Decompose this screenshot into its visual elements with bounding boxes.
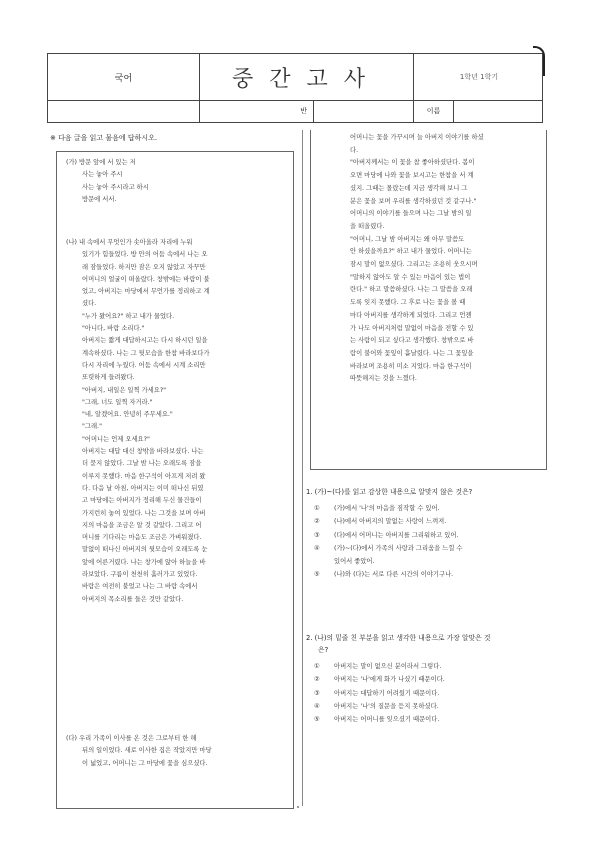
option-text: 아버지는 말이 없으신 분이라서 그렇다.: [334, 663, 442, 670]
answer-option[interactable]: [314, 555, 544, 568]
passage-line: 고 마당에는 아버지가 정리해 두신 물건들이: [82, 497, 202, 505]
column-divider: [302, 130, 303, 806]
passage-line: 앞에 어른거렸다. 나는 창가에 앉아 하늘을 바: [82, 558, 206, 566]
option-number: ⑤: [314, 716, 320, 724]
passage-line: 라보았다. 구름이 천천히 흘러가고 있었다.: [82, 571, 198, 579]
class-label: 반: [200, 100, 314, 122]
name-field[interactable]: [454, 100, 544, 122]
option-number: ①: [314, 663, 320, 670]
passage-line: 잠시 말이 없으셨다. 그리고는 조용히 웃으시며: [350, 261, 478, 269]
exam-header: [47, 53, 543, 123]
answer-option[interactable]: [314, 568, 544, 581]
passage-line: 마다 아버지를 생각하게 되었다. 그리고 언젠: [350, 311, 472, 319]
passage-line: 분은 꽃을 보며 우리를 생각하셨던 것 같구나.": [350, 197, 477, 205]
passage-line: "말하지 않아도 알 수 있는 마음이 있는 법이: [350, 273, 471, 281]
passage-line: 방문에 서서.: [82, 195, 117, 203]
passage-line: "그래.": [82, 423, 102, 431]
option-text: (가)~(다)에서 가족의 사랑과 그리움을 느낄 수: [334, 544, 463, 552]
option-text: (다)에서 어머니는 아버지를 그리워하고 있어.: [334, 531, 459, 539]
passage-line: (나) 내 속에서 무엇인가 솟아올라 자리에 누워: [66, 239, 193, 246]
passage-line: 셨지. 그때는 몰랐는데 지금 생각해 보니 그: [350, 184, 468, 192]
option-text: 있어서 좋았어.: [334, 558, 375, 566]
passage-na: [62, 237, 290, 606]
instruction-text: ※ 다음 글을 읽고 물음에 답하시오.: [50, 134, 158, 142]
answer-option[interactable]: [314, 660, 544, 673]
passage-line: 이루지 못했다. 마음 한구석이 아프게 저려 왔: [82, 472, 206, 480]
passage-line: 가지런히 놓여 있었다. 나는 그것을 보며 아버: [82, 509, 206, 517]
passage-line: 안 하셨을까요?" 하고 내가 물었다. 어머니는: [350, 248, 472, 256]
question-2-stem-cont: 은?: [318, 646, 329, 654]
answer-option[interactable]: [314, 673, 544, 686]
option-text: (가)에서 '나'의 마음을 짐작할 수 있어.: [334, 505, 440, 512]
page-dot: [297, 806, 299, 808]
page-title: 중간고사: [200, 54, 414, 100]
passage-line: 다.: [350, 146, 359, 154]
passage-line: 었고, 아버지는 마당에서 무언가를 정리하고 계: [82, 288, 210, 296]
blank-cell: [48, 100, 200, 122]
option-number: ⑤: [314, 571, 320, 579]
passage-line: 셨다.: [82, 300, 97, 308]
passage-line: "그래, 너도 일찍 자거라.": [82, 398, 153, 406]
passage-line: 더 묻지 않았다. 그날 밤 나는 오래도록 잠을: [82, 460, 202, 468]
header-bottom-row: [48, 100, 542, 122]
passage-line: 또렷하게 들려왔다.: [82, 374, 135, 382]
header-corner-mark: [533, 46, 545, 76]
option-number: ④: [314, 702, 320, 710]
passage-line: "아니다, 바람 소리다.": [82, 325, 145, 333]
passage-line: 지의 마음을 조금은 알 것 같았다. 그리고 어: [82, 521, 202, 529]
passage-line: "누가 왔어요?" 하고 내가 물었다.: [82, 312, 175, 320]
passage-line: "어머니, 그날 밤 아버지는 왜 아무 말씀도: [350, 235, 465, 243]
passage-line: 래 잠들었다. 하지만 잠은 오지 않았고 자꾸만: [82, 263, 206, 271]
answer-option[interactable]: [314, 713, 544, 726]
passage-line: 있기가 힘들었다. 방 안의 어둠 속에서 나는 오: [82, 251, 208, 259]
class-field[interactable]: [314, 100, 414, 122]
question-2-options: [314, 660, 544, 726]
passage-line: "네, 알겠어요. 안녕히 주무세요.": [82, 411, 173, 419]
option-text: 아버지는 어머니를 잊으셨기 때문이다.: [334, 716, 440, 724]
answer-option[interactable]: [314, 502, 544, 515]
passage-line: "아버지, 내일은 일찍 가세요?": [82, 386, 167, 394]
passage-line: 바라보며 조용히 미소 지었다. 마음 한구석이: [350, 362, 472, 370]
passage-line: 오면 마당에 나와 꽃을 보시고는 한참을 서 계: [350, 172, 474, 180]
name-label: 이름: [414, 100, 454, 122]
answer-option[interactable]: [314, 529, 544, 542]
question-1-stem: 1. (가)~(다)를 읽고 감상한 내용으로 알맞지 않은 것은?: [306, 488, 473, 496]
option-text: (나)와 (다)는 서로 다른 시간의 이야기구나.: [334, 571, 454, 579]
answer-option[interactable]: [314, 700, 544, 713]
passage-ga: [62, 157, 290, 206]
passage-da: [62, 733, 290, 770]
question-1-options: [314, 502, 544, 582]
option-number: ④: [314, 544, 320, 552]
passage-continuation: [330, 132, 540, 386]
passage-line: "아버지께서는 이 꽃을 참 좋아하셨단다. 봄이: [350, 159, 475, 167]
option-number: ③: [314, 531, 320, 539]
passage-line: 아버지는 짧게 대답하시고는 다시 하시던 일을: [82, 337, 208, 345]
question-2-stem: 2. (나)의 밑줄 친 부분을 읽고 생각한 내용으로 가장 알맞은 것: [306, 634, 491, 642]
passage-line: 어머니는 꽃을 가꾸시며 늘 아버지 이야기를 하셨: [350, 134, 484, 141]
passage-line: 는 사람이 되고 싶다고 생각했다. 창밖으로 바: [350, 337, 474, 345]
header-top-row: [48, 54, 542, 101]
passage-line: 계속하셨다. 나는 그 뒷모습을 한참 바라보다가: [82, 349, 210, 357]
grade-label: 1학년 1학기: [459, 73, 499, 81]
passage-line: 다시 자리에 누웠다. 어둠 속에서 시계 소리만: [82, 361, 206, 369]
passage-line: 머니를 기다리는 마음도 조금은 가벼워졌다.: [82, 534, 202, 542]
passage-line: 람이 불어와 꽃잎이 흩날렸다. 나는 그 꽃잎을: [350, 349, 474, 357]
passage-line: 아버지의 목소리를 들은 것만 같았다.: [82, 595, 184, 603]
passage-line: 란다." 하고 말씀하셨다. 나는 그 말씀을 오래: [350, 286, 473, 294]
passage-line: 말없이 떠나신 아버지의 뒷모습이 오래도록 눈: [82, 546, 208, 554]
passage-line: 사는 놓아 주시: [82, 171, 123, 179]
option-text: 아버지는 '나'에게 화가 나셨기 때문이다.: [334, 676, 445, 684]
passage-line: 다. 다음 날 아침, 아버지는 이미 떠나신 뒤였: [82, 484, 204, 492]
passage-line: 따뜻해지는 것을 느꼈다.: [350, 375, 417, 383]
passage-line: 을 떠올렸다.: [350, 222, 385, 230]
passage-line: (다) 우리 가족이 이사를 온 것은 그로부터 한 해: [66, 735, 197, 742]
passage-line: 아버지는 대답 대신 창밖을 바라보셨다. 나는: [82, 448, 204, 456]
option-text: (나)에서 아버지의 말없는 사랑이 느껴져.: [334, 518, 447, 526]
passage-line: 어머니의 얼굴이 떠올랐다. 창밖에는 바람이 불: [82, 275, 210, 283]
option-text: 아버지는 대답하기 어려웠기 때문이다.: [334, 689, 440, 697]
passage-line: 도록 잊지 못했다. 그 후로 나는 꽃을 볼 때: [350, 299, 466, 307]
passage-line: "어머니는 언제 오세요?": [82, 435, 150, 443]
passage-line: 이 넓었고, 어머니는 그 마당에 꽃을 심으셨다.: [82, 759, 208, 767]
option-number: ②: [314, 676, 320, 684]
option-number: ②: [314, 518, 320, 526]
passage-line: 뒤의 일이었다. 새로 이사한 집은 작았지만 마당: [82, 747, 212, 755]
passage-line: (가) 방문 앞에 서 있는 저: [66, 159, 136, 166]
subject-label: 국어: [48, 54, 200, 100]
option-text: 아버지는 '나'의 질문을 듣지 못하셨다.: [334, 702, 439, 710]
option-number: ③: [314, 689, 320, 697]
passage-line: 가 나도 아버지처럼 말없이 마음을 전할 수 있: [350, 324, 474, 332]
answer-option[interactable]: [314, 515, 544, 528]
passage-line: 바람은 여전히 불었고 나는 그 바람 속에서: [82, 583, 198, 591]
answer-option[interactable]: [314, 687, 544, 700]
answer-option[interactable]: [314, 542, 544, 555]
option-number: ①: [314, 505, 320, 512]
passage-line: 사는 놓아 주시라고 하시: [82, 183, 149, 191]
passage-line: 어머니의 이야기를 들으며 나는 그날 밤의 일: [350, 210, 472, 218]
